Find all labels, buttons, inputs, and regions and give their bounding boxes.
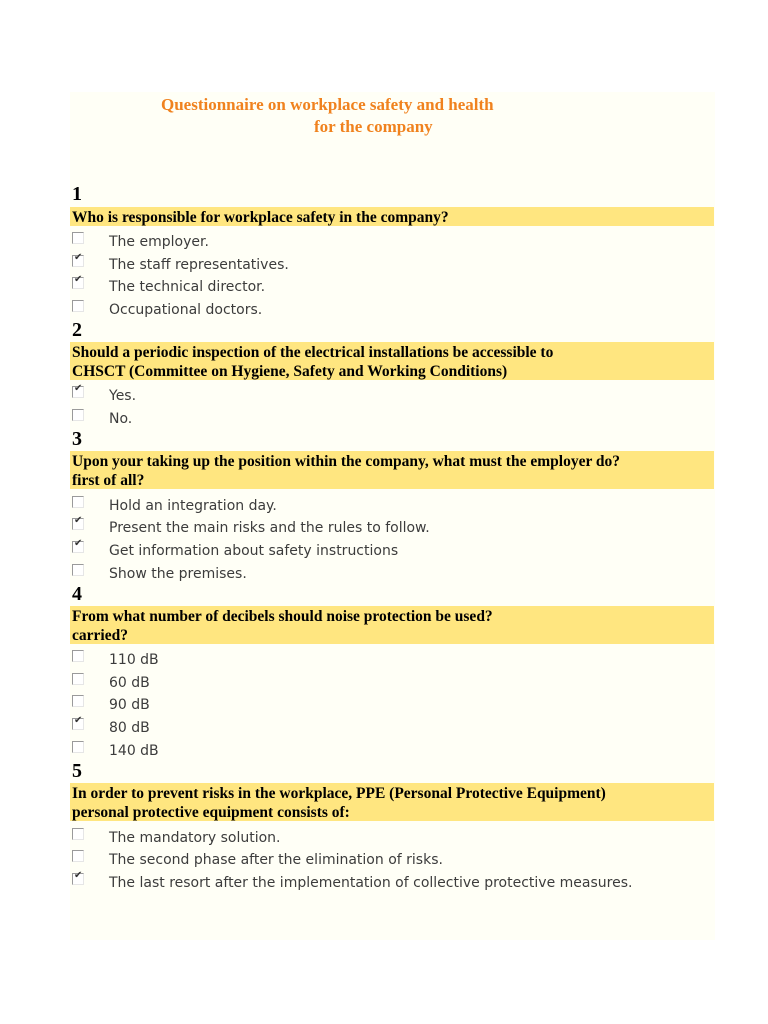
answer-option[interactable] — [72, 650, 692, 670]
checkbox-unchecked[interactable] — [72, 496, 84, 508]
checkbox-unchecked[interactable] — [72, 564, 84, 576]
question-text: Upon your taking up the position within the company, what must the employer do? — [72, 453, 621, 470]
question-text: In order to prevent risks in the workplace, PPE (Personal Protective Equipment) — [72, 785, 606, 802]
checkbox-checked[interactable] — [72, 515, 84, 530]
checkbox-unchecked[interactable] — [72, 695, 84, 707]
question-number: 4 — [72, 583, 82, 605]
checkbox-checked[interactable] — [72, 538, 84, 553]
checkmark-icon: ✔ — [74, 252, 83, 263]
answer-option[interactable] — [72, 695, 692, 715]
answer-label: 110 dB — [109, 652, 159, 668]
answer-label: 140 dB — [109, 743, 159, 759]
answer-option[interactable] — [72, 564, 692, 584]
answer-label: The mandatory solution. — [109, 830, 281, 846]
question-text: first of all? — [72, 472, 145, 489]
title-line-2: for the company — [314, 117, 433, 136]
answer-option[interactable] — [72, 300, 692, 320]
answer-label: No. — [109, 411, 133, 427]
answer-option[interactable] — [72, 715, 692, 738]
answer-option[interactable] — [72, 496, 692, 516]
answer-option[interactable] — [72, 515, 692, 538]
checkmark-icon: ✔ — [74, 515, 83, 526]
answer-option[interactable] — [72, 538, 692, 561]
checkbox-checked[interactable] — [72, 870, 84, 885]
checkmark-icon: ✔ — [74, 715, 83, 726]
answer-option[interactable] — [72, 741, 692, 761]
checkbox-unchecked[interactable] — [72, 650, 84, 662]
checkbox-unchecked[interactable] — [72, 741, 84, 753]
checkbox-unchecked[interactable] — [72, 232, 84, 244]
answer-label: 90 dB — [109, 697, 150, 713]
answer-option[interactable] — [72, 383, 692, 406]
answer-option[interactable] — [72, 850, 692, 870]
question-text: From what number of decibels should noise protection be used? — [72, 608, 493, 625]
answer-option[interactable] — [72, 870, 692, 893]
checkbox-unchecked[interactable] — [72, 409, 84, 421]
question-text: carried? — [72, 627, 128, 644]
answer-label: The technical director. — [109, 279, 266, 295]
question-text: personal protective equipment consists of: — [72, 804, 350, 821]
answer-label: The second phase after the elimination of risks. — [109, 852, 443, 868]
checkbox-unchecked[interactable] — [72, 300, 84, 312]
question-text: Who is responsible for workplace safety in the company? — [72, 209, 449, 226]
answer-label: Occupational doctors. — [109, 302, 263, 318]
answer-option[interactable] — [72, 252, 692, 275]
checkbox-unchecked[interactable] — [72, 673, 84, 685]
answer-label: Present the main risks and the rules to follow. — [109, 520, 430, 536]
answer-label: The employer. — [109, 234, 209, 250]
checkbox-checked[interactable] — [72, 715, 84, 730]
title-line-1: Questionnaire on workplace safety and health — [161, 95, 494, 114]
answer-label: Hold an integration day. — [109, 498, 277, 514]
question-text: Should a periodic inspection of the electrical installations be accessible to — [72, 344, 554, 361]
checkbox-checked[interactable] — [72, 274, 84, 289]
answer-option[interactable] — [72, 828, 692, 848]
answer-label: The last resort after the implementation of collective protective measures. — [109, 875, 633, 891]
answer-option[interactable] — [72, 232, 692, 252]
question-number: 3 — [72, 428, 82, 450]
answer-label: The staff representatives. — [109, 257, 289, 273]
answer-label: Yes. — [109, 388, 137, 404]
checkbox-checked[interactable] — [72, 383, 84, 398]
checkmark-icon: ✔ — [74, 274, 83, 285]
question-number: 2 — [72, 319, 82, 341]
checkbox-unchecked[interactable] — [72, 828, 84, 840]
checkmark-icon: ✔ — [74, 538, 83, 549]
checkbox-unchecked[interactable] — [72, 850, 84, 862]
answer-label: 80 dB — [109, 720, 150, 736]
question-number: 5 — [72, 760, 82, 782]
answer-option[interactable] — [72, 673, 692, 693]
answer-label: Show the premises. — [109, 566, 247, 582]
answer-label: 60 dB — [109, 675, 150, 691]
answer-option[interactable] — [72, 274, 692, 297]
question-text: CHSCT (Committee on Hygiene, Safety and Working Conditions) — [72, 363, 508, 380]
question-number: 1 — [72, 183, 82, 205]
checkmark-icon: ✔ — [74, 870, 83, 881]
answer-label: Get information about safety instructions — [109, 543, 399, 559]
answer-option[interactable] — [72, 409, 692, 429]
checkmark-icon: ✔ — [74, 383, 83, 394]
checkbox-checked[interactable] — [72, 252, 84, 267]
